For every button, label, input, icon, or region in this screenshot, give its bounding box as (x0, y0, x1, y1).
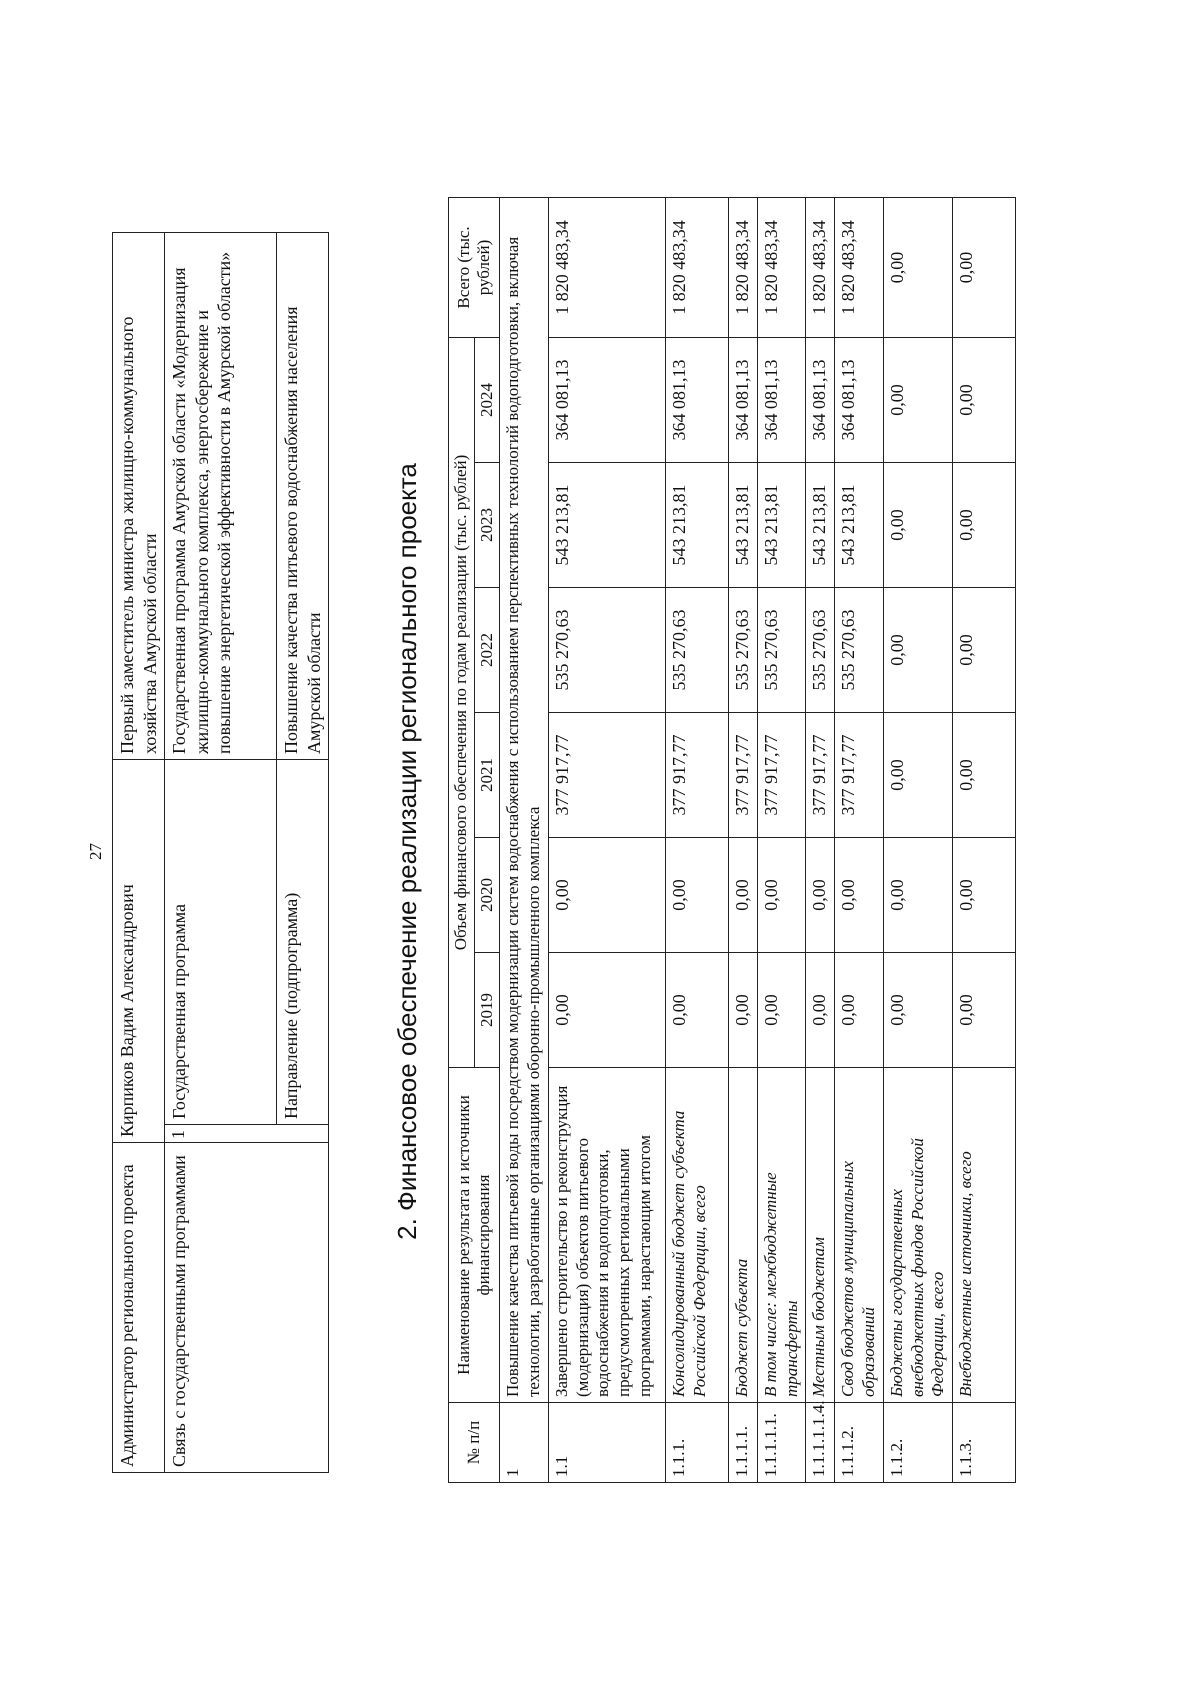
row-total: 1 820 483,34 (757, 197, 805, 337)
row-name: Бюджет субъекта (728, 1068, 757, 1403)
row-value: 0,00 (952, 588, 1015, 713)
row-value: 0,00 (883, 463, 952, 588)
table-row (835, 197, 883, 1482)
project-info-table (112, 232, 329, 1473)
row-total: 1 820 483,34 (728, 197, 757, 337)
header-year: 2023 (474, 463, 500, 588)
page-number: 27 (86, 843, 105, 860)
row-value: 0,00 (883, 337, 952, 462)
row-value: 0,00 (952, 463, 1015, 588)
row-num: 1.1.1.1.1. (757, 1403, 805, 1483)
row-value: 535 270,63 (806, 588, 835, 713)
row-value: 0,00 (883, 713, 952, 838)
row-value: 0,00 (806, 953, 835, 1068)
row-total: 0,00 (952, 197, 1015, 337)
table-row (952, 197, 1015, 1482)
row-value: 377 917,77 (757, 713, 805, 838)
header-year: 2021 (474, 713, 500, 838)
header-years-group: Объем финансового обеспечения по годам реализации (тыс. рублей) (449, 337, 475, 1067)
info-label: Администратор регионального проекта (113, 1143, 165, 1473)
row-value: 0,00 (883, 588, 952, 713)
row-value: 377 917,77 (665, 713, 728, 838)
row-value: 0,00 (548, 838, 665, 953)
info-name: Направление (подпрограмма) (277, 759, 329, 1124)
row-num: 1.1.3. (952, 1403, 1015, 1483)
finance-header-row (449, 197, 475, 1482)
row-value: 535 270,63 (548, 588, 665, 713)
row-value: 0,00 (952, 337, 1015, 462)
row-value: 543 213,81 (835, 463, 883, 588)
row-num: 1.1 (548, 1403, 665, 1483)
row-total: 1 820 483,34 (665, 197, 728, 337)
row-value: 0,00 (806, 838, 835, 953)
info-row-programs (165, 232, 277, 1472)
info-value: Первый заместитель министра жилищно-коммунального хозяйства Амурской области (113, 232, 165, 759)
row-value: 0,00 (883, 838, 952, 953)
row-value: 377 917,77 (806, 713, 835, 838)
row-num: 1.1.2. (883, 1403, 952, 1483)
row-value: 535 270,63 (757, 588, 805, 713)
header-num: № п/п (449, 1403, 500, 1483)
row-value: 377 917,77 (835, 713, 883, 838)
goal-row (500, 197, 548, 1482)
info-num: 1 (165, 1125, 329, 1143)
row-name: В том числе: межбюджетные трансферты (757, 1068, 805, 1403)
row-value: 0,00 (952, 953, 1015, 1068)
row-value: 0,00 (952, 713, 1015, 838)
row-value: 364 081,13 (548, 337, 665, 462)
row-value: 543 213,81 (728, 463, 757, 588)
row-value: 0,00 (665, 953, 728, 1068)
table-row (728, 197, 757, 1482)
section-title: 2. Финансовое обеспечение реализации регионального проекта (392, 463, 422, 1240)
row-name: Свод бюджетов муниципальных образований (835, 1068, 883, 1403)
header-year: 2020 (474, 838, 500, 953)
info-label: Связь с государственными программами (165, 1143, 329, 1473)
row-value: 0,00 (757, 838, 805, 953)
row-value: 535 270,63 (728, 588, 757, 713)
table-row (548, 197, 665, 1482)
row-name: Завершено строительство и реконструкция (модернизация) объектов питьевого водоснабжения и водоподготовки, предусмотренных региональными программами, нарастающим итогом (548, 1068, 665, 1403)
goal-num: 1 (500, 1403, 548, 1483)
row-value: 0,00 (952, 838, 1015, 953)
row-value: 364 081,13 (728, 337, 757, 462)
row-num: 1.1.1.1.1.4. (806, 1403, 835, 1483)
row-num: 1.1.1.1. (728, 1403, 757, 1483)
row-value: 543 213,81 (548, 463, 665, 588)
row-total: 1 820 483,34 (835, 197, 883, 337)
row-num: 1.1.1. (665, 1403, 728, 1483)
row-total: 1 820 483,34 (548, 197, 665, 337)
row-value: 0,00 (665, 838, 728, 953)
row-value: 535 270,63 (665, 588, 728, 713)
row-name: Бюджеты государственных внебюджетных фондов Российской Федерации, всего (883, 1068, 952, 1403)
row-value: 543 213,81 (757, 463, 805, 588)
row-value: 0,00 (548, 953, 665, 1068)
row-total: 1 820 483,34 (806, 197, 835, 337)
row-value: 543 213,81 (806, 463, 835, 588)
info-value: Повышение качества питьевого водоснабжения населения Амурской области (277, 232, 329, 759)
header-name: Наименование результата и источники финансирования (449, 1068, 500, 1403)
row-name: Консолидированный бюджет субъекта Российской Федерации, всего (665, 1068, 728, 1403)
header-year: 2024 (474, 337, 500, 462)
info-name: Кирпиков Вадим Александрович (113, 759, 165, 1142)
row-name: Внебюджетные источники, всего (952, 1068, 1015, 1403)
row-value: 364 081,13 (806, 337, 835, 462)
header-year: 2019 (474, 953, 500, 1068)
row-value: 535 270,63 (835, 588, 883, 713)
row-total: 0,00 (883, 197, 952, 337)
row-value: 364 081,13 (757, 337, 805, 462)
row-value: 364 081,13 (835, 337, 883, 462)
info-value: Государственная программа Амурской области «Модернизация жилищно-коммунального комплекса, энергосбережение и повышение энергетической эффективности в Амурской области» (165, 232, 277, 759)
finance-table (448, 197, 1016, 1483)
table-row (806, 197, 835, 1482)
goal-text: Повышение качества питьевой воды посредством модернизации систем водоснабжения с использованием перспективных технологий водоподготовки, включая технологии, разработанные организациями оборонно-промышленного комплекса (500, 197, 548, 1402)
row-value: 0,00 (728, 838, 757, 953)
row-value: 0,00 (883, 953, 952, 1068)
row-value: 0,00 (757, 953, 805, 1068)
finance-rows (548, 197, 1015, 1482)
header-total: Всего (тыс. рублей) (449, 197, 500, 337)
table-row (757, 197, 805, 1482)
row-value: 377 917,77 (548, 713, 665, 838)
table-row (665, 197, 728, 1482)
row-value: 364 081,13 (665, 337, 728, 462)
row-value: 0,00 (835, 953, 883, 1068)
row-value: 377 917,77 (728, 713, 757, 838)
row-value: 0,00 (728, 953, 757, 1068)
row-value: 0,00 (835, 838, 883, 953)
row-value: 543 213,81 (665, 463, 728, 588)
header-year: 2022 (474, 588, 500, 713)
table-row (883, 197, 952, 1482)
info-name: Государственная программа (165, 759, 277, 1124)
row-name: Местным бюджетам (806, 1068, 835, 1403)
row-num: 1.1.1.2. (835, 1403, 883, 1483)
info-row-administrator (113, 232, 165, 1472)
